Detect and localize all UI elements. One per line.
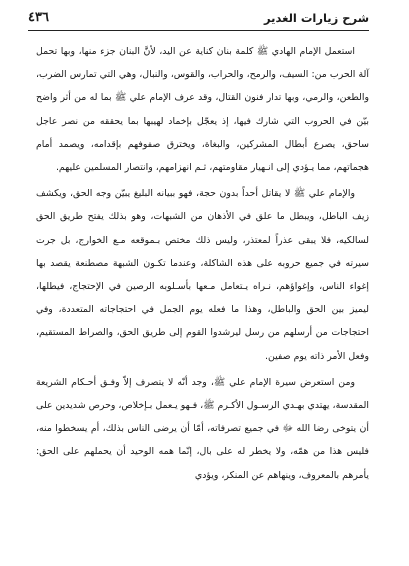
paragraph-1: استعمل الإمام الهادي ﷺ كلمة بنان كناية عن اليد، لأنَّ البنان جزء منها، وبها تحمل آلة الحرب من: السيف، والرمح، والحراب، والقوس، والنبال، وهي التي تمارس الضرب، والطعن، والرمي، وبها تدار فنون القتال، وقد عرف الإمام علي ﷺ بما له من أثر واضح بيّن في الحروب التي شارك فيها، إذ يعجّل بإخماد لهيبها بما يحققه من نصر عاجل ساحق، يصرع أبطال المشركين، والبغاة، ويخترق صفوفهم بإقدامه، ويصمد أمام هجماتهم، مما يـؤدي إلى انـهيار مقاومتهم، ثـم انهزامهم، وانتصار المسلمين عليهم. bbox=[36, 46, 369, 174]
paragraph-3: ومن استعرض سيرة الإمام علي ﷺ، وجد أنّه لا يتصرف إلاّ وفـق أحـكام الشريعة المقدسة، يهتدي بهـدي الرسـول الأكـرم ﷺ، فـهو يـعمل بـإخلاص، وحرص شديدين على أن يتوخى رضا الله ﷻ في جميع تصرفاته، أمّا أن يرضى الناس بذلك، أم يسخطوا منه، فليس هذا من همّه، ولا يخطر له على بال، إنّما همه الوحيد أن يحملهم على الحق: يأمرهم بالمعروف، وينهاهم عن المنكر، ويؤدي bbox=[36, 376, 369, 481]
body-text bbox=[36, 40, 369, 487]
header-divider bbox=[28, 30, 369, 31]
page-header bbox=[28, 8, 369, 28]
page-number: ٤٣٦ bbox=[28, 10, 49, 25]
paragraph-2: والإمام علي ﷺ لا يقاتل أحداً بدون حجة، فهو ببيانه البليغ يبيّن وجه الحق، ويكشف زيف الباطل، ويبطل ما علق في الأذهان من الشبهات، وهو بذلك يفتح طريق الحق لسالكيه، فلا يبقى عذراً لمعتذر، وليس ذلك مختص بـموقعه مـع الخوارج، بل جرت سيرته في جميع حروبه على هذه الشاكلة، وعندما تكـون الشبهة مصطنعة يقصد بها إغواء الناس، وإغواؤهم، نـراه يـتعامل مـعها بأسـلوبه الرصين في الإحتجاج، فيطلها، ليميز بين الحق والباطل، وهذا ما فعله يوم الجمل في احتجاجاته المتعددة، وفي احتجاجات من أرسلهم من رسل ليرشدوا القوم إلى طريق الحق، والصراط المستقيم، وفعل الأمر ذاته يوم صفين. bbox=[36, 188, 369, 362]
running-title: شرح زيارات الغدير bbox=[264, 11, 369, 25]
